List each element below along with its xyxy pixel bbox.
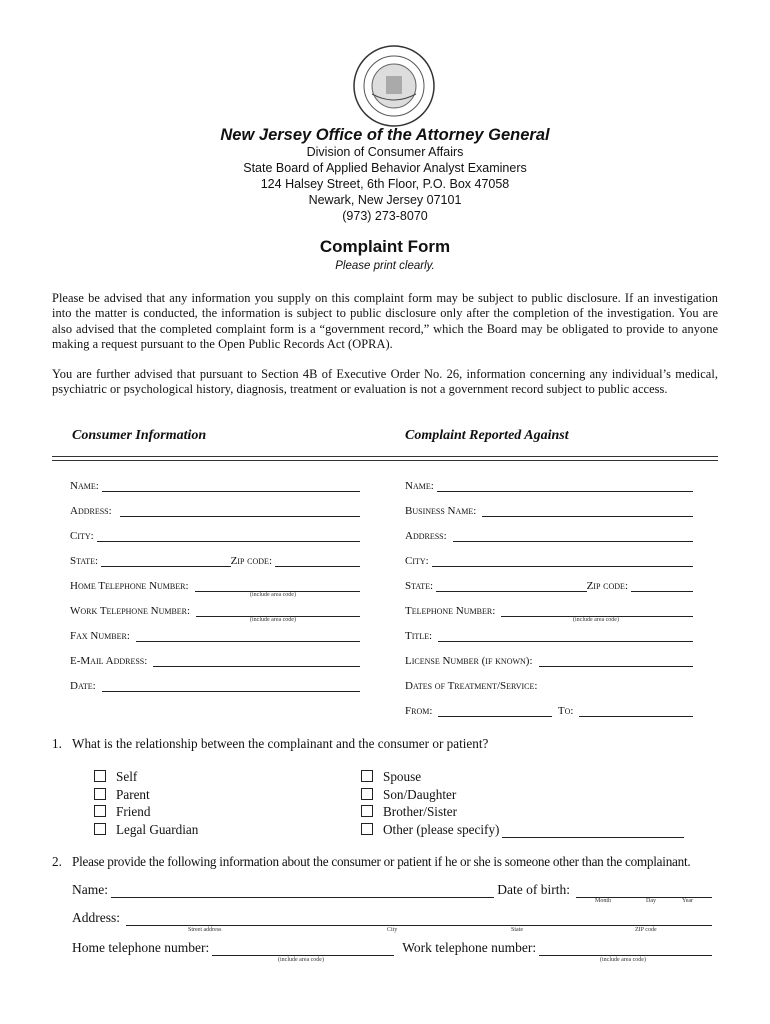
- zip-input-line[interactable]: [275, 555, 360, 567]
- header-line: Newark, New Jersey 07101: [308, 193, 462, 207]
- label: Name:: [405, 480, 434, 492]
- state-input-line[interactable]: [436, 580, 586, 592]
- area-code-note: (include area code): [278, 957, 324, 963]
- q1-number: 1.: [52, 736, 62, 751]
- from-input-line[interactable]: [438, 705, 552, 717]
- label: Telephone Number:: [405, 605, 496, 617]
- label: Title:: [405, 630, 433, 642]
- label: Address:: [405, 530, 447, 542]
- option-legal-guardian[interactable]: [94, 821, 198, 839]
- year-note: Year: [682, 898, 694, 904]
- state-seal-logo: [352, 44, 436, 128]
- area-code-note: (include area code): [573, 617, 619, 623]
- header-line: Division of Consumer Affairs: [306, 145, 464, 159]
- option-label: Friend: [116, 804, 151, 819]
- checkbox[interactable]: [94, 823, 106, 835]
- privacy-paragraph: You are further advised that pursuant to Section 4B of Executive Order No. 26, information concerning any individual’s medical, psychiatric or psychological history, diagnosis, treatment or evaluation is not a government record subject to public access.: [52, 367, 718, 397]
- input-line[interactable]: [453, 530, 693, 542]
- input-line[interactable]: [196, 605, 360, 617]
- q2-number: 2.: [52, 854, 62, 869]
- label: Work Telephone Number:: [70, 605, 191, 617]
- label: State:: [405, 580, 434, 592]
- consumer-address-field[interactable]: [70, 503, 360, 517]
- address-input-line[interactable]: [126, 912, 712, 926]
- label: Home telephone number:: [72, 940, 210, 955]
- label: City:: [70, 530, 94, 542]
- checkbox[interactable]: [361, 805, 373, 817]
- option-label: Spouse: [383, 769, 422, 784]
- checkbox[interactable]: [94, 788, 106, 800]
- checkbox[interactable]: [361, 788, 373, 800]
- option-label: Self: [116, 769, 138, 784]
- label: Name:: [72, 882, 108, 897]
- label: Zip code:: [230, 555, 272, 567]
- area-code-note: (include area code): [250, 592, 296, 598]
- label: Date:: [70, 680, 96, 692]
- label: Dates of Treatment/Service:: [405, 680, 538, 692]
- city-note: City: [387, 927, 398, 933]
- q2-text: Please provide the following information about the consumer or patient if he or she is someone other than the complainant.: [72, 854, 691, 869]
- area-code-note: (include area code): [250, 617, 296, 623]
- option-spouse[interactable]: [361, 768, 684, 786]
- input-line[interactable]: [102, 680, 360, 692]
- state-note: State: [511, 927, 523, 933]
- option-label: Son/Daughter: [383, 786, 457, 802]
- input-line[interactable]: [195, 580, 360, 592]
- input-line[interactable]: [501, 605, 693, 617]
- divider: [52, 456, 718, 461]
- page-subtitle: Please print clearly.: [335, 260, 435, 272]
- label: State:: [70, 555, 99, 567]
- input-line[interactable]: [432, 555, 693, 567]
- option-parent[interactable]: [94, 786, 198, 804]
- option-brother-sister[interactable]: [361, 803, 684, 821]
- day-note: Day: [646, 898, 656, 904]
- option-label: Brother/Sister: [383, 804, 457, 819]
- label: Fax Number:: [70, 630, 130, 642]
- input-line[interactable]: [120, 505, 360, 517]
- checkbox[interactable]: [94, 805, 106, 817]
- label: License Number (if known):: [405, 655, 533, 667]
- against-state-zip-field[interactable]: [405, 578, 693, 592]
- q2-address-field[interactable]: [72, 910, 712, 926]
- label: Home Telephone Number:: [70, 580, 189, 592]
- q1-text: What is the relationship between the complainant and the consumer or patient?: [72, 736, 489, 751]
- label: Business Name:: [405, 505, 477, 517]
- label: Name:: [70, 480, 99, 492]
- input-line[interactable]: [102, 480, 360, 492]
- label: E-Mail Address:: [70, 655, 148, 667]
- input-line[interactable]: [153, 655, 360, 667]
- checkbox[interactable]: [361, 823, 373, 835]
- label: Work telephone number:: [402, 940, 537, 955]
- state-input-line[interactable]: [101, 555, 230, 567]
- consumer-heading: Consumer Information: [72, 428, 207, 443]
- against-phone-field[interactable]: [405, 603, 693, 617]
- consumer-city-field[interactable]: [70, 528, 360, 542]
- header-line: State Board of Applied Behavior Analyst Examiners: [243, 161, 527, 175]
- dob-input-line[interactable]: [576, 884, 712, 898]
- input-line[interactable]: [97, 530, 360, 542]
- option-friend[interactable]: [94, 803, 198, 821]
- against-name-field[interactable]: [405, 478, 693, 492]
- input-line[interactable]: [539, 655, 693, 667]
- label: From:: [405, 705, 433, 717]
- against-from-to-field[interactable]: [405, 703, 693, 717]
- header-line: (973) 273-8070: [342, 209, 428, 223]
- option-son-daughter[interactable]: [361, 786, 684, 804]
- q2-phone-field[interactable]: [72, 940, 712, 956]
- label: Zip code:: [586, 580, 628, 592]
- label: Address:: [72, 910, 120, 925]
- consumer-work-phone-field[interactable]: [70, 603, 360, 617]
- input-line[interactable]: [482, 505, 693, 517]
- label: To:: [557, 705, 574, 717]
- against-city-field[interactable]: [405, 553, 693, 567]
- page-title: Complaint Form: [319, 237, 451, 256]
- consumer-email-field[interactable]: [70, 653, 360, 667]
- against-title-field[interactable]: [405, 628, 693, 642]
- input-line[interactable]: [438, 630, 693, 642]
- header-line: 124 Halsey Street, 6th Floor, P.O. Box 47058: [260, 177, 510, 191]
- against-address-field[interactable]: [405, 528, 693, 542]
- consumer-home-phone-field[interactable]: [70, 578, 360, 592]
- option-label: Parent: [116, 786, 150, 802]
- month-note: Month: [595, 898, 612, 904]
- checkbox[interactable]: [361, 770, 373, 782]
- home-phone-input-line[interactable]: [212, 942, 394, 956]
- option-self[interactable]: [94, 768, 198, 786]
- work-phone-input-line[interactable]: [539, 942, 712, 956]
- input-line[interactable]: [437, 480, 693, 492]
- q2-name-dob-field[interactable]: [72, 882, 712, 898]
- against-dates-label: [405, 678, 693, 692]
- option-other[interactable]: [361, 821, 684, 839]
- street-note: Street address: [188, 927, 222, 933]
- consumer-name-field[interactable]: [70, 478, 360, 492]
- zip-input-line[interactable]: [631, 580, 693, 592]
- zip-note: ZIP code: [635, 927, 657, 933]
- consumer-date-field[interactable]: [70, 678, 360, 692]
- against-heading: Complaint Reported Against: [405, 428, 569, 443]
- option-label: Legal Guardian: [116, 821, 199, 837]
- checkbox[interactable]: [94, 770, 106, 782]
- input-line[interactable]: [136, 630, 360, 642]
- name-input-line[interactable]: [111, 884, 494, 898]
- office-title: New Jersey Office of the Attorney General: [220, 126, 550, 144]
- disclosure-paragraph: Please be advised that any information you supply on this complaint form may be subject to public disclosure. If an investigation into the matter is conducted, the information is subject to public disclosure only after the completion of the investigation. You are also advised that the completed complaint form is a “government record,” which the Board may be obligated to provide to anyone making a request pursuant to the Open Public Records Act (OPRA).: [52, 291, 718, 352]
- against-business-field[interactable]: [405, 503, 693, 517]
- option-label: Other (please specify): [383, 821, 500, 837]
- to-input-line[interactable]: [579, 705, 693, 717]
- consumer-fax-field[interactable]: [70, 628, 360, 642]
- label: Date of birth:: [497, 882, 570, 897]
- against-license-field[interactable]: [405, 653, 693, 667]
- area-code-note: (include area code): [600, 957, 646, 963]
- label: City:: [405, 555, 429, 567]
- consumer-state-zip-field[interactable]: [70, 553, 360, 567]
- other-input-line[interactable]: [502, 824, 684, 838]
- label: Address:: [70, 505, 112, 517]
